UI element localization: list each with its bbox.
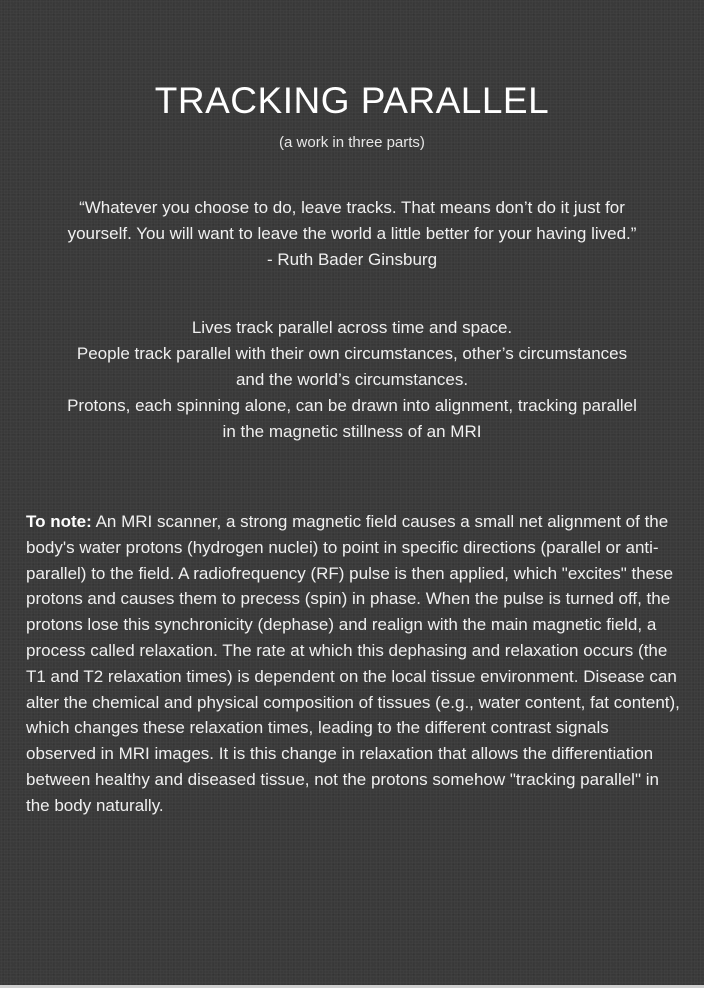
verse-line-4: Protons, each spinning alone, can be drawn into alignment, tracking parallel [67,396,637,415]
verse-line-3: and the world’s circumstances. [235,370,469,389]
verse-line-1: Lives track parallel across time and space. [191,318,513,337]
verse-stanza [18,315,686,445]
page-title: TRACKING PARALLEL [154,80,550,121]
note-paragraph [26,509,682,819]
note-body-text: An MRI scanner, a strong magnetic field causes a small net alignment of the body's water protons (hydrogen nuclei) to point in specific directions (parallel or anti-parallel) to the field. A radiofrequency (RF) pulse is then applied, which "excites" these protons and causes them to precess (spin) in phase. When the pulse is turned off, the protons lose this synchronicity (dephase) and realign with the main magnetic field, a process called relaxation. The rate at which this dephasing and relaxation occurs (the T1 and T2 relaxation times) is dependent on the local tissue environment. Disease can alter the chemical and physical composition of tissues (e.g., water content, fat content), which changes these relaxation times, leading to the different contrast signals observed in MRI images. It is this change in relaxation that allows the differentiation between healthy and diseased tissue, not the protons somehow "tracking parallel" in the body naturally. [26,512,680,815]
note-lead-label: To note: [26,512,92,531]
page-subtitle: (a work in three parts) [279,134,425,151]
verse-line-5: in the magnetic stillness of an MRI [222,422,482,441]
quote-line-1: “Whatever you choose to do, leave tracks. That means don’t do it just for [79,198,625,217]
quote-attribution: - Ruth Bader Ginsburg [266,250,438,269]
verse-line-2: People track parallel with their own circumstances, other’s circumstances [76,344,628,363]
quote-line-2: yourself. You will want to leave the world a little better for your having lived.” [67,224,637,243]
epigraph-quote [18,195,686,273]
